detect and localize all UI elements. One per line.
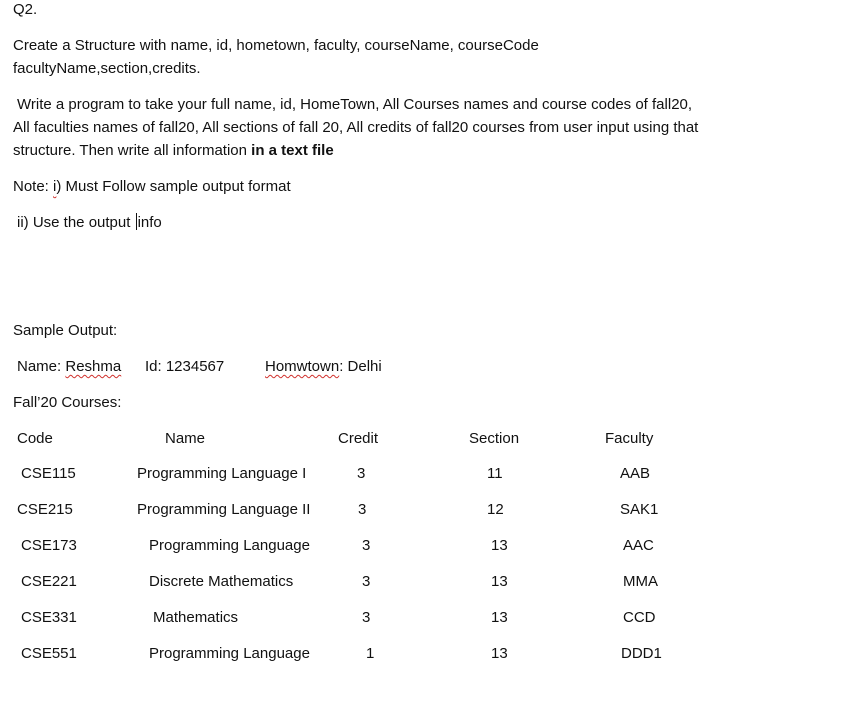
student-name [17,357,121,377]
table-cell-code: CSE115 [21,465,76,482]
table-cell-credit: 3 [362,609,371,626]
table-cell-credit: 3 [362,573,371,590]
table-cell-credit: 3 [362,537,371,554]
program-description-line3 [13,141,334,161]
table-cell-faculty: DDD1 [621,645,662,662]
courses-label: Fall’20 Courses: [13,394,122,411]
header-name: Name [165,430,206,447]
table-cell-name: Programming Language II [137,501,311,518]
table-cell-faculty: AAB [620,465,651,482]
program-description-line2: All faculties names of fall20, All sections of fall 20, All credits of fall20 courses from user input using that [13,119,699,136]
student-name-value: Reshma [65,358,122,375]
note-line1 [13,177,291,197]
table-cell-section: 13 [491,609,508,626]
student-name-label: Name: [17,358,66,375]
table-cell-section: 11 [487,465,503,482]
program-description-line1: Write a program to take your full name, id, HomeTown, All Courses names and course codes of fall20, [17,96,693,113]
header-section: Section [469,430,520,447]
table-cell-section: 12 [487,501,504,518]
table-cell-name: Programming Language [149,645,310,662]
structure-description-line2: facultyName,section,credits. [13,60,201,77]
table-cell-faculty: MMA [623,573,658,590]
table-cell-faculty: CCD [623,609,656,626]
note-roman-numeral: i [53,178,57,195]
structure-description-line1: Create a Structure with name, id, hometown, faculty, courseName, courseCode [13,37,539,54]
table-cell-section: 13 [491,645,508,662]
sample-output-label: Sample Output: [13,322,118,339]
header-credit: Credit [338,430,379,447]
header-faculty: Faculty [605,430,654,447]
note-rest: ) Must Follow sample output format [56,178,291,195]
hometown-label: Homwtown [265,358,340,375]
header-code: Code [17,430,53,447]
table-cell-faculty: SAK1 [620,501,659,518]
table-cell-name: Programming Language [149,537,310,554]
table-cell-credit: 3 [357,465,366,482]
table-cell-code: CSE221 [21,573,77,590]
table-cell-code: CSE331 [21,609,77,626]
table-cell-code: CSE173 [21,537,77,554]
student-id: Id: 1234567 [145,358,225,375]
table-cell-credit: 1 [366,645,375,662]
student-hometown [265,357,382,377]
table-cell-section: 13 [491,573,508,590]
note-prefix: Note: [13,178,54,195]
table-cell-code: CSE215 [17,501,73,518]
question-label: Q2. [13,1,38,18]
note2-before-cursor: ii) Use the output [17,214,135,231]
table-cell-code: CSE551 [21,645,77,662]
note-line2[interactable] [17,213,162,233]
table-cell-name: Discrete Mathematics [149,573,294,590]
table-cell-section: 13 [491,537,508,554]
table-cell-credit: 3 [358,501,367,518]
hometown-value: : Delhi [339,358,382,375]
text-file-emphasis: in a text file [251,142,334,159]
text-cursor [136,213,137,230]
table-cell-name: Mathematics [153,609,239,626]
table-cell-name: Programming Language I [137,465,307,482]
program-description-line3-text: structure. Then write all information [13,142,252,159]
note2-after-cursor: info [137,214,162,231]
table-cell-faculty: AAC [623,537,654,554]
